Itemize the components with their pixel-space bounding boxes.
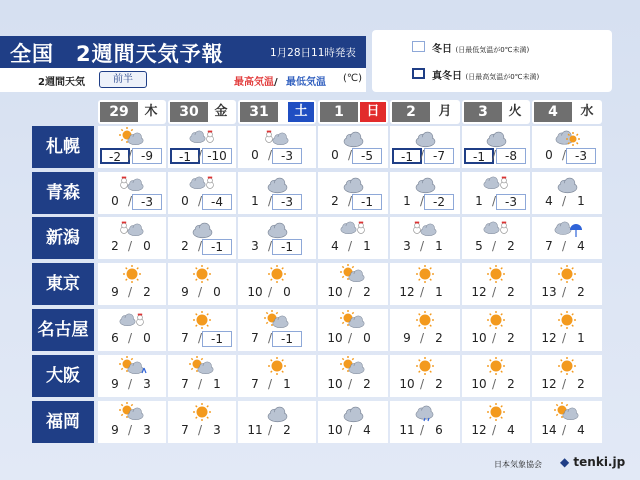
- tenki-logo[interactable]: ◆ tenki.jp: [560, 455, 626, 469]
- cloud-snow-icon: [482, 218, 510, 238]
- min-temp: 4: [577, 239, 585, 253]
- sun-icon: [188, 310, 216, 330]
- forecast-cell: [168, 401, 236, 443]
- temp-separator: /: [420, 148, 425, 162]
- min-temp: -1: [272, 331, 302, 347]
- max-temp: 7: [181, 377, 189, 391]
- max-temp: 5: [475, 239, 483, 253]
- forecast-cell: [238, 263, 316, 305]
- max-temp: 3: [403, 239, 411, 253]
- cloud-icon: [339, 173, 367, 193]
- fuyubi-swatch: [412, 41, 425, 52]
- sun-icon: [482, 264, 510, 284]
- snow-cloud-icon: [411, 218, 439, 238]
- min-temp: -3: [132, 194, 162, 210]
- temp-separator: /: [128, 423, 133, 437]
- min-temp: -8: [496, 148, 526, 164]
- forecast-cell: [462, 309, 530, 351]
- min-temp: 1: [577, 194, 585, 208]
- temp-separator: /: [492, 148, 497, 162]
- sun-rain-icon: [118, 356, 146, 376]
- min-temp: 2: [283, 423, 291, 437]
- city-label: 新潟: [32, 217, 94, 259]
- forecast-cell: [98, 309, 166, 351]
- day-of-week: 月: [438, 104, 452, 119]
- min-temp: 3: [143, 377, 151, 391]
- temp-separator: /: [268, 331, 273, 345]
- min-temp: 4: [577, 423, 585, 437]
- max-temp: 1: [251, 194, 259, 208]
- forecast-cell: [462, 217, 530, 259]
- sun-icon: [263, 264, 291, 284]
- period-badge: 前半: [99, 71, 147, 88]
- city-label: 青森: [32, 172, 94, 214]
- max-temp: 0: [331, 148, 339, 162]
- cloud-icon: [263, 402, 291, 422]
- forecast-cell: [532, 309, 602, 351]
- max-temp: 9: [111, 285, 119, 299]
- max-temp: 12: [541, 331, 557, 345]
- min-temp: 3: [213, 423, 221, 437]
- cloud-icon: [482, 127, 510, 147]
- max-temp: 10: [327, 331, 343, 345]
- snow-cloud-icon: [263, 127, 291, 147]
- max-temp: 7: [251, 331, 259, 345]
- sun-icon: [482, 310, 510, 330]
- max-temp: 12: [399, 285, 415, 299]
- max-temp: 12: [541, 377, 557, 391]
- sun-cloud-icon: [263, 310, 291, 330]
- min-temp: 2: [577, 285, 585, 299]
- max-temp: 2: [181, 239, 189, 253]
- fuyubi-label: 冬日 (日最低気温が0℃未満): [432, 44, 530, 55]
- min-temp: 3: [143, 423, 151, 437]
- forecast-cell: [238, 172, 316, 214]
- max-temp: 6: [111, 331, 119, 345]
- temp-separator: /: [420, 377, 425, 391]
- temp-separator: /: [128, 285, 133, 299]
- forecast-cell: [532, 355, 602, 397]
- temp-separator: /: [348, 239, 353, 253]
- cloud-icon: [339, 402, 367, 422]
- min-temp: 1: [435, 239, 443, 253]
- forecast-cell: [168, 309, 236, 351]
- temp-separator: /: [492, 194, 497, 208]
- sun-icon: [118, 264, 146, 284]
- max-temp: 10: [471, 331, 487, 345]
- min-temp: 0: [283, 285, 291, 299]
- forecast-cell: [390, 217, 460, 259]
- temp-separator: /: [268, 285, 273, 299]
- temp-separator: /: [128, 377, 133, 391]
- max-temp: 1: [403, 194, 411, 208]
- min-temp: 2: [363, 377, 371, 391]
- city-label: 東京: [32, 263, 94, 305]
- temp-separator: /: [420, 331, 425, 345]
- sun-cloud-icon: [339, 310, 367, 330]
- forecast-cell: [238, 309, 316, 351]
- min-temp: -2: [424, 194, 454, 210]
- max-temp: 10: [471, 377, 487, 391]
- max-temp: 2: [331, 194, 339, 208]
- min-temp: 2: [577, 377, 585, 391]
- city-label: 福岡: [32, 401, 94, 443]
- cloud-icon: [553, 173, 581, 193]
- max-temp: 14: [541, 423, 557, 437]
- forecast-cell: [532, 401, 602, 443]
- forecast-cell: [462, 172, 530, 214]
- min-temp: -7: [424, 148, 454, 164]
- forecast-cell: [318, 309, 388, 351]
- day-of-week: 水: [580, 104, 594, 119]
- date-header-30: [168, 100, 236, 124]
- snow-cloud-icon: [118, 173, 146, 193]
- min-temp: 4: [507, 423, 515, 437]
- temp-separator: /: [492, 377, 497, 391]
- day-of-week: 土: [288, 102, 314, 122]
- day-of-week: 金: [214, 104, 228, 119]
- max-temp: 7: [181, 423, 189, 437]
- forecast-cell: [390, 355, 460, 397]
- max-temp: 0: [251, 148, 259, 162]
- forecast-cell: [532, 126, 602, 168]
- temp-separator: /: [268, 377, 273, 391]
- max-temp: -1: [464, 148, 494, 164]
- max-temp: 12: [471, 285, 487, 299]
- min-temp: 2: [507, 285, 515, 299]
- temp-separator: /: [348, 148, 353, 162]
- min-temp: 0: [363, 331, 371, 345]
- temp-separator: /: [268, 194, 273, 208]
- temp-separator: /: [492, 239, 497, 253]
- forecast-cell: [318, 263, 388, 305]
- min-temp: -5: [352, 148, 382, 164]
- date-header-1: [318, 100, 388, 124]
- forecast-cell: [238, 126, 316, 168]
- sun-icon: [553, 310, 581, 330]
- min-temp: 1: [363, 239, 371, 253]
- city-label: 札幌: [32, 126, 94, 168]
- forecast-cell: [532, 172, 602, 214]
- min-temp: -3: [272, 194, 302, 210]
- temp-separator: /: [198, 331, 203, 345]
- min-temp: 2: [363, 285, 371, 299]
- forecast-cell: [98, 217, 166, 259]
- temp-separator: /: [562, 377, 567, 391]
- sun-icon: [263, 356, 291, 376]
- max-temp: 10: [247, 285, 263, 299]
- temp-separator: /: [492, 331, 497, 345]
- max-temp: 1: [475, 194, 483, 208]
- cloud-umbrella-icon: [553, 218, 581, 238]
- forecast-cell: [318, 126, 388, 168]
- mafuyubi-label: 真冬日 (日最高気温が0℃未満): [432, 71, 540, 82]
- day-of-week: 火: [508, 104, 522, 119]
- forecast-cell: [238, 217, 316, 259]
- temp-separator: /: [268, 423, 273, 437]
- cloud-sun-icon: [553, 127, 581, 147]
- forecast-cell: [98, 172, 166, 214]
- cloud-snow-icon: [339, 218, 367, 238]
- max-temp: -1: [170, 148, 200, 164]
- legend-min-temp: 最低気温: [286, 77, 326, 88]
- footer-org: 日本気象協会: [494, 460, 542, 469]
- min-temp: 1: [283, 377, 291, 391]
- min-temp: 2: [507, 377, 515, 391]
- max-temp: 9: [111, 423, 119, 437]
- min-temp: -4: [202, 194, 232, 210]
- cloud-icon: [339, 127, 367, 147]
- forecast-cell: [390, 401, 460, 443]
- temp-separator: /: [492, 285, 497, 299]
- max-temp: -2: [100, 148, 130, 164]
- cloud-icon: [263, 173, 291, 193]
- forecast-cell: [462, 263, 530, 305]
- sun-icon: [411, 264, 439, 284]
- legend-box: [372, 30, 612, 92]
- date-header-29: [98, 100, 166, 124]
- cloud-rain-icon: [411, 402, 439, 422]
- issued-time: 1月28日11時発表: [270, 47, 356, 59]
- max-temp: 10: [327, 377, 343, 391]
- date-header-3: [462, 100, 530, 124]
- forecast-cell: [390, 263, 460, 305]
- date-number: 2: [392, 102, 430, 122]
- cloud-icon: [263, 218, 291, 238]
- temp-separator: /: [420, 239, 425, 253]
- forecast-cell: [390, 172, 460, 214]
- max-temp: 10: [399, 377, 415, 391]
- min-temp: -3: [496, 194, 526, 210]
- temp-separator: /: [562, 239, 567, 253]
- sun-icon: [482, 356, 510, 376]
- min-temp: -3: [566, 148, 596, 164]
- forecast-cell: [168, 126, 236, 168]
- temp-separator: /: [492, 423, 497, 437]
- forecast-cell: [318, 217, 388, 259]
- legend-max-temp: 最高気温/: [234, 77, 278, 88]
- date-header-31: [238, 100, 316, 124]
- max-temp: 0: [545, 148, 553, 162]
- forecast-cell: [168, 172, 236, 214]
- min-temp: 1: [577, 331, 585, 345]
- temp-separator: /: [128, 331, 133, 345]
- max-temp: 7: [251, 377, 259, 391]
- snow-cloud-icon: [118, 218, 146, 238]
- temp-separator: /: [128, 148, 133, 162]
- min-temp: 2: [143, 285, 151, 299]
- date-number: 30: [170, 102, 208, 122]
- forecast-cell: [390, 309, 460, 351]
- min-temp: 2: [507, 239, 515, 253]
- forecast-cell: [532, 217, 602, 259]
- forecast-cell: [390, 126, 460, 168]
- sun-cloud-icon: [339, 264, 367, 284]
- max-temp: -1: [392, 148, 422, 164]
- subtitle-label: 2週間天気: [38, 77, 85, 88]
- temp-separator: /: [198, 377, 203, 391]
- sun-cloud-icon: [553, 402, 581, 422]
- max-temp: 0: [111, 194, 119, 208]
- cloud-icon: [411, 173, 439, 193]
- cloud-snow-icon: [188, 127, 216, 147]
- temp-separator: /: [268, 239, 273, 253]
- sun-cloud-icon: [188, 356, 216, 376]
- sun-icon: [553, 264, 581, 284]
- temp-separator: /: [562, 285, 567, 299]
- temp-separator: /: [562, 423, 567, 437]
- date-number: 4: [534, 102, 572, 122]
- min-temp: -3: [272, 148, 302, 164]
- max-temp: 9: [111, 377, 119, 391]
- temp-separator: /: [348, 377, 353, 391]
- forecast-cell: [168, 355, 236, 397]
- min-temp: 2: [507, 331, 515, 345]
- max-temp: 7: [545, 239, 553, 253]
- temp-separator: /: [198, 239, 203, 253]
- max-temp: 4: [545, 194, 553, 208]
- min-temp: 6: [435, 423, 443, 437]
- max-temp: 13: [541, 285, 557, 299]
- min-temp: 2: [435, 377, 443, 391]
- temp-separator: /: [348, 194, 353, 208]
- max-temp: 4: [331, 239, 339, 253]
- forecast-cell: [98, 355, 166, 397]
- max-temp: 7: [181, 331, 189, 345]
- forecast-cell: [98, 263, 166, 305]
- forecast-cell: [238, 355, 316, 397]
- min-temp: -1: [272, 239, 302, 255]
- cloud-snow-icon: [482, 173, 510, 193]
- forecast-cell: [462, 401, 530, 443]
- max-temp: 9: [403, 331, 411, 345]
- cloud-icon: [411, 127, 439, 147]
- max-temp: 10: [327, 285, 343, 299]
- min-temp: -1: [202, 239, 232, 255]
- min-temp: 4: [363, 423, 371, 437]
- date-number: 3: [464, 102, 502, 122]
- max-temp: 0: [181, 194, 189, 208]
- temp-separator: /: [198, 423, 203, 437]
- sun-icon: [482, 402, 510, 422]
- temp-separator: /: [348, 285, 353, 299]
- forecast-cell: [238, 401, 316, 443]
- forecast-cell: [462, 355, 530, 397]
- temp-separator: /: [562, 148, 567, 162]
- temp-separator: /: [420, 423, 425, 437]
- date-header-4: [532, 100, 602, 124]
- max-temp: 10: [327, 423, 343, 437]
- sun-icon: [188, 402, 216, 422]
- city-label: 大阪: [32, 355, 94, 397]
- legend-unit: (℃): [343, 73, 363, 84]
- sun-icon: [411, 356, 439, 376]
- forecast-cell: [318, 172, 388, 214]
- temp-separator: /: [198, 285, 203, 299]
- city-label: 名古屋: [32, 309, 94, 351]
- min-temp: -1: [352, 194, 382, 210]
- min-temp: 2: [435, 331, 443, 345]
- cloud-snow-icon: [188, 173, 216, 193]
- sun-icon: [188, 264, 216, 284]
- temp-separator: /: [420, 194, 425, 208]
- temp-separator: /: [198, 148, 203, 162]
- forecast-cell: [98, 401, 166, 443]
- temp-separator: /: [198, 194, 203, 208]
- forecast-cell: [462, 126, 530, 168]
- mafuyubi-swatch: [412, 68, 425, 79]
- sun-icon: [411, 310, 439, 330]
- date-number: 31: [240, 102, 278, 122]
- sun-icon: [553, 356, 581, 376]
- temp-separator: /: [268, 148, 273, 162]
- page-title: 全国 2週間天気予報: [10, 42, 224, 66]
- min-temp: -10: [202, 148, 232, 164]
- sun-cloud-icon: [339, 356, 367, 376]
- forecast-cell: [98, 126, 166, 168]
- max-temp: 11: [399, 423, 415, 437]
- temp-separator: /: [348, 331, 353, 345]
- temp-separator: /: [128, 194, 133, 208]
- min-temp: 0: [143, 331, 151, 345]
- date-number: 1: [320, 102, 358, 122]
- max-temp: 11: [247, 423, 263, 437]
- cloud-snow-icon: [118, 310, 146, 330]
- min-temp: 0: [213, 285, 221, 299]
- max-temp: 2: [111, 239, 119, 253]
- date-number: 29: [100, 102, 138, 122]
- min-temp: 1: [435, 285, 443, 299]
- max-temp: 12: [471, 423, 487, 437]
- sun-cloud-icon: [118, 127, 146, 147]
- temp-separator: /: [128, 239, 133, 253]
- forecast-cell: [318, 355, 388, 397]
- min-temp: 0: [143, 239, 151, 253]
- temp-separator: /: [348, 423, 353, 437]
- day-of-week: 日: [360, 102, 386, 122]
- min-temp: -9: [132, 148, 162, 164]
- temp-separator: /: [420, 285, 425, 299]
- max-temp: 9: [181, 285, 189, 299]
- day-of-week: 木: [144, 104, 158, 119]
- date-header-2: [390, 100, 460, 124]
- forecast-cell: [168, 217, 236, 259]
- min-temp: -1: [202, 331, 232, 347]
- min-temp: 1: [213, 377, 221, 391]
- cloud-icon: [188, 218, 216, 238]
- forecast-cell: [168, 263, 236, 305]
- temp-separator: /: [562, 194, 567, 208]
- forecast-cell: [318, 401, 388, 443]
- temp-separator: /: [562, 331, 567, 345]
- max-temp: 3: [251, 239, 259, 253]
- sun-cloud-icon: [118, 402, 146, 422]
- forecast-cell: [532, 263, 602, 305]
